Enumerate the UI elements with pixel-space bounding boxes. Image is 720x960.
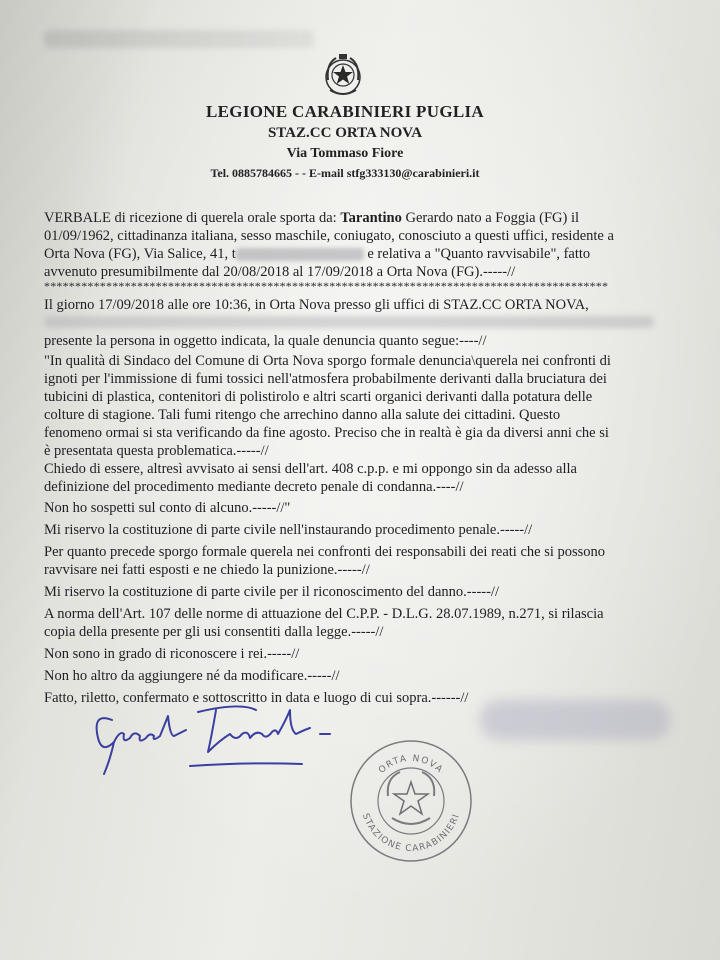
text-line: definizione del procedimento mediante decreto penale di condanna.----// — [44, 479, 464, 495]
text-segment: Gerardo nato a Foggia (FG) il — [401, 210, 580, 226]
redacted-phone — [236, 248, 364, 261]
text-line: ravvisare nei fatti esposti e ne chiedo la punizione.-----// — [44, 562, 370, 578]
text-line: Mi riservo la costituzione di parte civile per il riconoscimento del danno.-----// — [44, 584, 499, 600]
text-line: colture di stagione. Tali fumi ritengo che arrechino danno alla salute dei cittadini. Questo — [44, 407, 561, 423]
text-line: copia della presente per gli usi consentiti dalla legge.-----// — [44, 624, 384, 640]
text-segment: e relativa a "Quanto ravvisabile", fatto — [363, 246, 591, 262]
text-line: Non ho sospetti sul conto di alcuno.-----//" — [44, 500, 291, 516]
text-line: Per quanto precede sporgo formale querela nei confronti dei responsabili dei reati che si possono — [44, 544, 606, 560]
station-title: STAZ.CC ORTA NOVA — [267, 125, 423, 141]
text-line: 01/09/1962, cittadinanza italiana, sesso maschile, coniugato, conosciuto a questi uffici, residente a — [44, 228, 614, 244]
complainant-surname: Tarantino — [340, 210, 402, 226]
separator-stars: ******************************************************************************************* — [44, 279, 609, 293]
carabinieri-stamp — [348, 738, 474, 864]
text-segment: VERBALE di ricezione di querela orale sporta da: — [44, 210, 341, 226]
text-line: Il giorno 17/09/2018 alle ore 10:36, in Orta Nova presso gli uffici di STAZ.CC ORTA NOVA, — [44, 297, 589, 313]
org-title: LEGIONE CARABINIERI PUGLIA — [206, 102, 484, 121]
text-line: Non ho altro da aggiungere né da modificare.-----// — [44, 668, 340, 684]
redacted-line — [44, 316, 654, 328]
svg-text:ORTA NOVA — [377, 754, 445, 776]
text-line: Fatto, riletto, confermato e sottoscritto in data e luogo di cui sopra.------// — [44, 690, 469, 706]
text-line: tubicini di plastica, contenitori di polistirolo e altri scarti organici derivanti dalla potatura delle — [44, 389, 593, 405]
republic-emblem-icon — [322, 50, 364, 98]
station-address: Via Tommaso Fiore — [286, 146, 404, 161]
stamp-top-text: ORTA NOVA — [377, 753, 445, 776]
text-line: avvenuto presumibilmente dal 20/08/2018 al 17/09/2018 a Orta Nova (FG).-----// — [44, 264, 516, 280]
text-line: fenomeno ormai si sta verificando da fine agosto. Preciso che in realtà è gia da diversi anni che si — [44, 425, 609, 441]
text-line: Chiedo di essere, altresì avvisato ai sensi dell'art. 408 c.p.p. e mi oppongo sin da adesso alla — [44, 461, 577, 477]
text-line: A norma dell'Art. 107 delle norme di attuazione del C.P.P. - D.L.G. 28.07.1989, n.271, si rilascia — [44, 606, 604, 622]
text-segment: Orta Nova (FG), Via Salice, 41, t — [44, 246, 236, 262]
handwritten-signature — [90, 690, 360, 780]
text-line: Mi riservo la costituzione di parte civile nell'instaurando procedimento penale.-----// — [44, 522, 533, 538]
text-line: è presentata questa problematica.-----// — [44, 443, 269, 459]
text-line — [44, 246, 590, 263]
text-line: Non sono in grado di riconoscere i rei.-----// — [44, 646, 300, 662]
station-contacts: Tel. 0885784665 - - E-mail stfg333130@carabinieri.it — [210, 166, 480, 180]
text-line — [44, 210, 579, 227]
redacted-header-text — [44, 30, 314, 48]
svg-text:STAZIONE CARABINIERI — [360, 812, 462, 854]
stamp-bottom-text: STAZIONE CARABINIERI — [359, 812, 463, 855]
redacted-signature — [480, 700, 670, 740]
text-line: "In qualità di Sindaco del Comune di Orta Nova sporgo formale denuncia\querela nei confronti di — [44, 353, 611, 369]
text-line: presente la persona in oggetto indicata, la quale denuncia quanto segue:----// — [44, 333, 487, 349]
text-line: ignoti per l'immissione di fumi tossici nell'atmosfera probabilmente derivanti dalla bruciatura dei — [44, 371, 607, 387]
